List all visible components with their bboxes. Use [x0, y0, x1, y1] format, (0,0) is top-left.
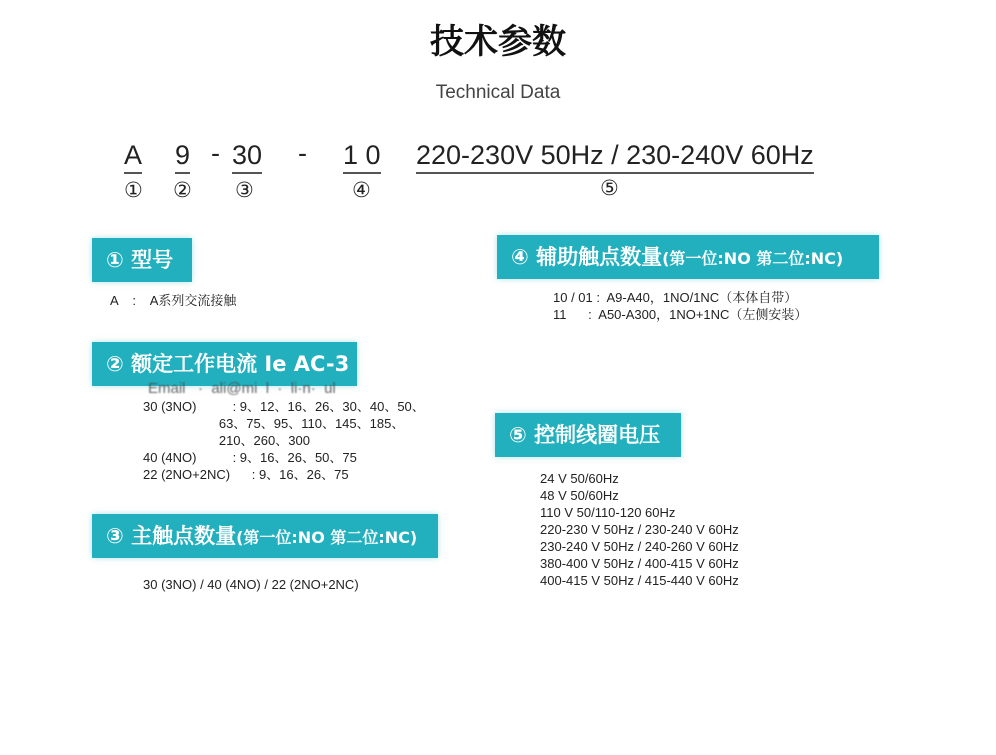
coil-line-2: 48 V 50/60Hz: [540, 488, 619, 503]
main-contacts-line: 30 (3NO) / 40 (4NO) / 22 (2NO+2NC): [143, 577, 359, 592]
section-main-contacts-label: ③ 主触点数量: [106, 524, 237, 548]
coil-line-4: 220-230 V 50Hz / 230-240 V 60Hz: [540, 522, 739, 537]
coil-line-7: 400-415 V 50Hz / 415-440 V 60Hz: [540, 573, 739, 588]
marker-1: ①: [124, 178, 143, 202]
aux-line-2: 11 : A50-A300，1NO+1NC（左侧安装）: [553, 307, 808, 322]
section-aux-contacts-label: ④ 辅助触点数量: [511, 245, 663, 269]
current-line-4: 40 (4NO) : 9、16、26、50、75: [143, 450, 357, 465]
code-aux: 1 0: [343, 140, 381, 174]
marker-2: ②: [173, 178, 192, 202]
code-current: 30: [232, 140, 262, 174]
page-subtitle: Technical Data: [435, 82, 561, 103]
page-title: 技术参数: [430, 22, 566, 62]
code-dash-1: -: [211, 138, 220, 168]
code-dash-2: -: [298, 138, 307, 168]
current-line-2: 63、75、95、110、145、185、: [143, 416, 405, 431]
aux-line-1: 10 / 01 : A9-A40，1NO/1NC（本体自带）: [553, 290, 798, 305]
coil-line-3: 110 V 50/110-120 60Hz: [540, 505, 676, 520]
current-line-5: 22 (2NO+2NC) : 9、16、26、75: [143, 467, 349, 482]
code-frame: 9: [175, 140, 190, 174]
current-line-3: 210、260、300: [143, 433, 310, 448]
watermark-text: Email · ali@mi l · li·n· ul: [148, 380, 336, 397]
section-current-header: ② 额定工作电流 Ie AC-3: [92, 342, 357, 386]
section-model-header: ① 型号: [92, 238, 192, 282]
marker-4: ④: [352, 178, 371, 202]
section-aux-contacts-header: [497, 235, 879, 279]
section-main-contacts-header: [92, 514, 438, 558]
coil-line-5: 230-240 V 50Hz / 240-260 V 60Hz: [540, 539, 739, 554]
code-series: A: [124, 140, 142, 174]
section-model-line: A : A系列交流接触: [110, 293, 237, 308]
code-voltage: 220-230V 50Hz / 230-240V 60Hz: [416, 140, 814, 174]
coil-line-6: 380-400 V 50Hz / 400-415 V 60Hz: [540, 556, 739, 571]
current-line-1: 30 (3NO) : 9、12、16、26、30、40、50、: [143, 399, 425, 414]
section-aux-contacts-sub: (第一位:NO 第二位:NC): [662, 249, 844, 268]
section-main-contacts-sub: (第一位:NO 第二位:NC): [236, 528, 418, 547]
coil-line-1: 24 V 50/60Hz: [540, 471, 619, 486]
marker-5: ⑤: [600, 176, 619, 200]
section-coil-voltage-header: ⑤ 控制线圈电压: [495, 413, 681, 457]
marker-3: ③: [235, 178, 254, 202]
